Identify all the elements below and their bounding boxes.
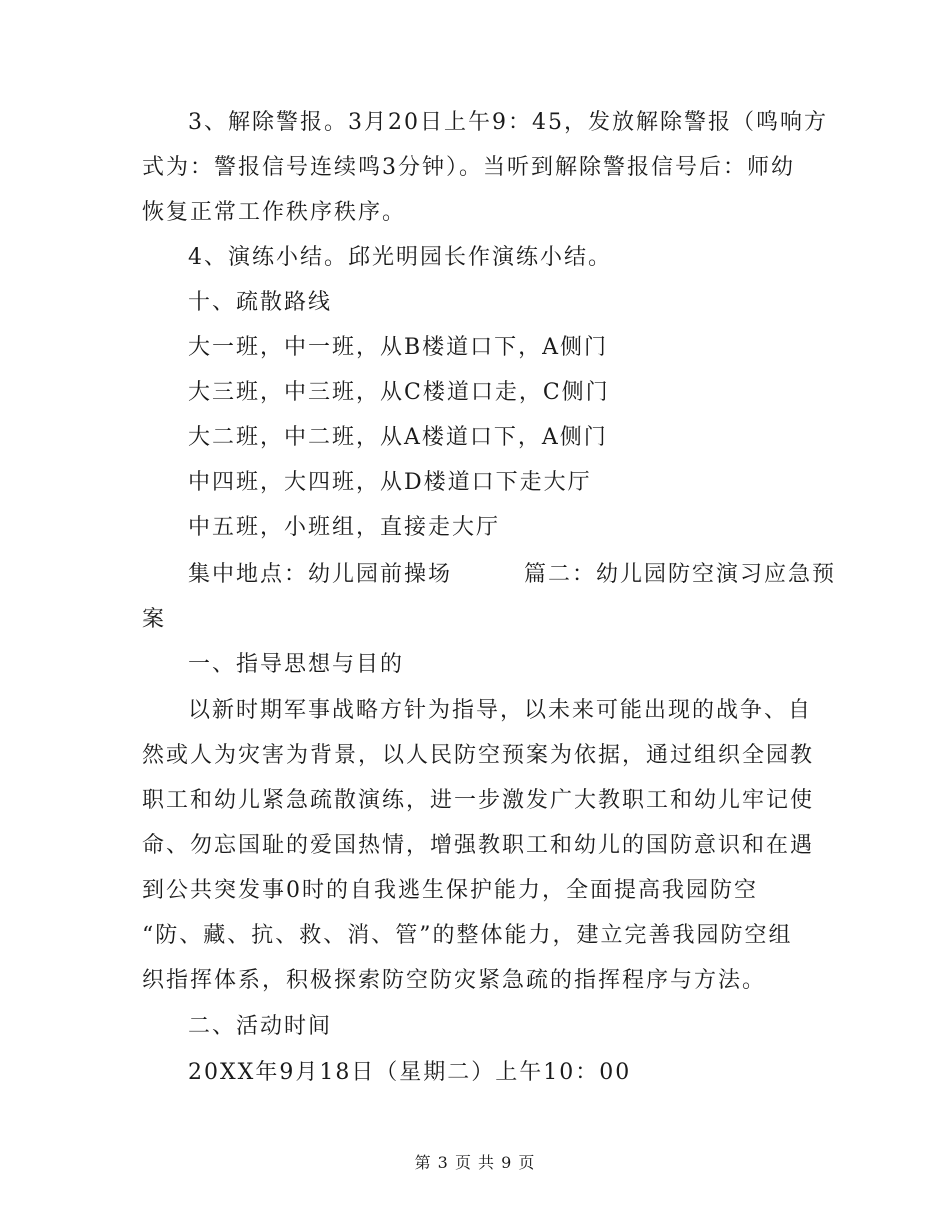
text-line: “防、藏、抗、救、消、管”的整体能力，建立完善我园防空组 xyxy=(142,923,793,948)
text-line: 案 xyxy=(142,607,167,632)
section-heading: 二、活动时间 xyxy=(188,1014,333,1039)
text-line: 然或人为灾害为背景，以人民防空预案为依据，通过组织全园教 xyxy=(142,743,815,768)
text-line: 中四班，大四班，从D楼道口下走大厅 xyxy=(188,470,592,495)
text-line: 式为：警报信号连续鸣3分钟）。当听到解除警报信号后：师幼 xyxy=(142,155,795,180)
text-line: 大二班，中二班，从A楼道口下，A侧门 xyxy=(188,425,608,450)
page-footer: 第 3 页 共 9 页 xyxy=(414,1153,536,1172)
section-heading: 一、指导思想与目的 xyxy=(188,652,405,677)
text-line: 职工和幼儿紧急疏散演练，进一步激发广大教职工和幼儿牢记使 xyxy=(142,788,815,813)
text-line: 4、演练小结。邱光明园长作演练小结。 xyxy=(188,245,612,270)
text-line: 20XX年9月18日（星期二）上午10：00 xyxy=(188,1060,632,1085)
text-line: 恢复正常工作秩序秩序。 xyxy=(142,200,407,225)
text-line: 大一班，中一班，从B楼道口下，A侧门 xyxy=(188,335,609,360)
text-line: 3、解除警报。3月20日上午9：45，发放解除警报（鸣响方 xyxy=(188,110,828,135)
section-heading: 十、疏散路线 xyxy=(188,290,333,315)
text-line: 大三班，中三班，从C楼道口走，C侧门 xyxy=(188,380,610,405)
text-line: 集中地点：幼儿园前操场 篇二：幼儿园防空演习应急预 xyxy=(188,562,837,587)
text-line: 以新时期军事战略方针为指导，以未来可能出现的战争、自 xyxy=(188,698,813,723)
text-line: 命、勿忘国耻的爱国热情，增强教职工和幼儿的国防意识和在遇 xyxy=(142,833,815,858)
text-line: 到公共突发事0时的自我逃生保护能力，全面提高我园防空 xyxy=(142,878,758,903)
text-line: 织指挥体系，积极探索防空防灾紧急疏的指挥程序与方法。 xyxy=(142,968,767,993)
text-line: 中五班，小班组，直接走大厅 xyxy=(188,515,501,540)
